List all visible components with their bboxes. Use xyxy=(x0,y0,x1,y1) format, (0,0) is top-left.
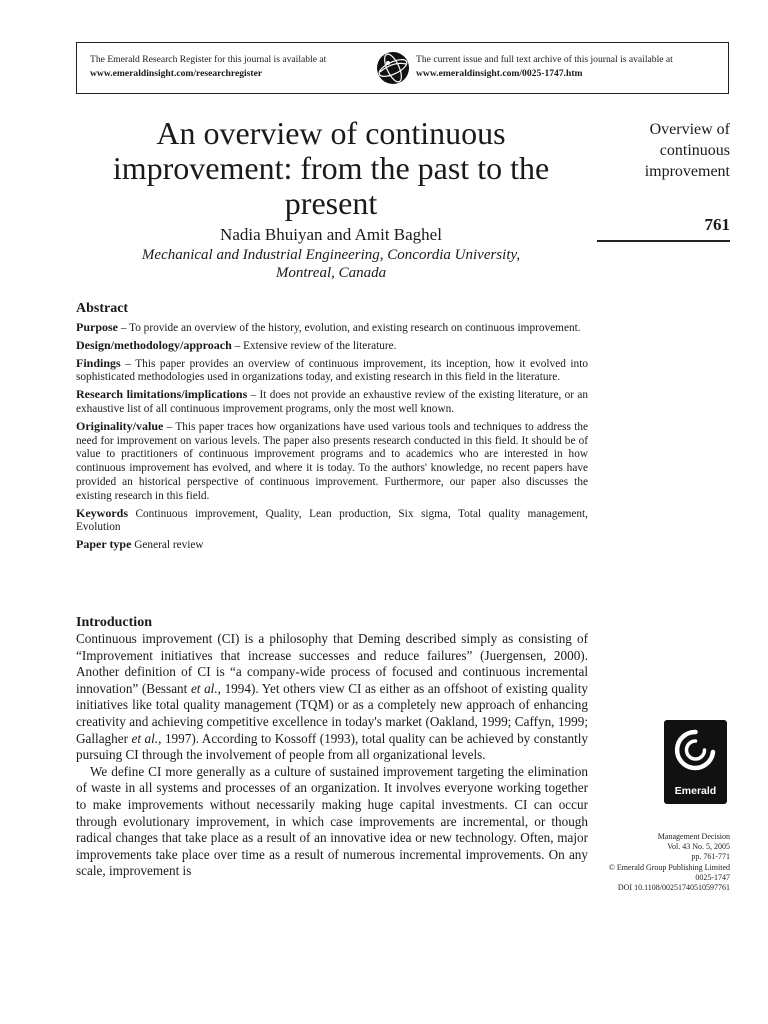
design-text: – Extensive review of the literature. xyxy=(231,339,397,352)
abstract-purpose xyxy=(76,321,588,336)
globe-icon xyxy=(376,51,410,85)
introduction-paragraph-2: We define CI more generally as a culture of sustained improvement targeting the elimination of waste in all systems and processes of an organization. It involves everyone working together to make improvements without necessarily making huge capital investments. CI can occur through evolutionary improvement, in which case improvements are incremental, or though radical changes that take place as a result of an innovative idea or new technology. Often, major improvements take place over time as a result of numerous incremental improvements. On any scale, improvement is xyxy=(76,763,588,879)
abstract-originality xyxy=(76,420,588,504)
abstract-keywords xyxy=(76,507,588,536)
article-authors: Nadia Bhuiyan and Amit Baghel xyxy=(220,225,442,244)
findings-text: – This paper provides an overview of continuous improvement, its inception, how it evolved into sophisticated methodologies used in organizations today, and existing research in this field in the literature. xyxy=(76,357,588,384)
abstract-design xyxy=(76,339,588,354)
intro-p1-part-a: Continuous improvement (CI) is a philosophy that Deming described simply as consisting of “Improvement initiatives that increase successes and reduce failures” (Juergensen, 2000). Another definition of CI is “a company-wide process of focused and continuous incremental innovation” (Bessant xyxy=(76,631,588,696)
citation-issn: 0025-1747 xyxy=(695,872,730,882)
page-number-rule xyxy=(597,240,730,242)
paper-type-label: Paper type xyxy=(76,537,132,552)
keywords-text: Continuous improvement, Quality, Lean production, Six sigma, Total quality management, Evolution xyxy=(76,507,588,534)
article-title: An overview of continuous improvement: from the past to the present xyxy=(112,115,550,221)
research-register-text: The Emerald Research Register for this journal is available at xyxy=(90,54,327,65)
running-title xyxy=(600,119,730,182)
page-number: 761 xyxy=(704,215,730,234)
full-text-archive-notice xyxy=(416,53,673,81)
intro-p1-etal-1: et al. xyxy=(190,680,218,696)
abstract-heading: Abstract xyxy=(76,301,129,316)
limitations-text: – It does not provide an exhaustive review of the existing literature, or an exhaustive list of all continuous improvement programs, only the most well known. xyxy=(76,389,588,415)
abstract-section xyxy=(76,301,588,556)
paper-type-text: General review xyxy=(131,539,204,552)
introduction-heading: Introduction xyxy=(76,615,152,630)
full-text-archive-text: The current issue and full text archive of this journal is available at xyxy=(416,54,673,65)
findings-label: Findings xyxy=(76,355,121,370)
intro-p1-etal-2: et al. xyxy=(131,730,159,746)
running-title-line-2: continuous xyxy=(659,142,730,159)
journal-header-box xyxy=(76,42,729,94)
introduction-section xyxy=(76,614,588,880)
publisher-logo xyxy=(664,720,727,804)
affiliation-line-2: Montreal, Canada xyxy=(275,265,387,281)
abstract-findings xyxy=(76,357,588,386)
affiliation-line-1: Mechanical and Industrial Engineering, Concordia University, xyxy=(141,247,521,263)
introduction-paragraph-1 xyxy=(76,631,588,764)
research-register-url[interactable]: www.emeraldinsight.com/researchregister xyxy=(90,68,263,79)
author-affiliation xyxy=(70,246,592,282)
citation-pages: pp. 761-771 xyxy=(691,852,730,862)
research-register-notice xyxy=(90,53,326,81)
running-title-line-1: Overview of xyxy=(649,121,730,138)
citation-volume: Vol. 43 No. 5, 2005 xyxy=(667,842,730,852)
full-text-archive-url[interactable]: www.emeraldinsight.com/0025-1747.htm xyxy=(416,68,583,79)
intro-p1-part-b: , 1994). Yet others view CI as either as an offshoot of existing quality initiatives like total quality management (TQM) or as a completely new approach of enhancing creativity and achieving competitive excellence in today's market (Oakland, 1999; Caffyn, 1999; Gallagher xyxy=(76,680,588,746)
design-label: Design/methodology/approach xyxy=(76,337,232,352)
originality-text: – This paper traces how organizations have used various tools and techniques to address the need for improvement on various levels. The paper also presents research conducted in this field. It should be of value to practitioners of continuous improvement programs and to academics who are interested in how continuous improvement has evolved, and where it is today. To the authors' knowledge, no recent papers have provided an historical perspective of continuous improvement. Furthermore, our paper also discusses the existing research in this field. xyxy=(76,420,588,502)
purpose-label: Purpose xyxy=(76,320,118,334)
running-title-line-3: improvement xyxy=(644,163,730,180)
publisher-logo-wordmark: Emerald xyxy=(674,785,717,797)
originality-label: Originality/value xyxy=(76,418,164,433)
citation-copyright: © Emerald Group Publishing Limited xyxy=(608,862,730,872)
citation-block xyxy=(580,832,730,893)
limitations-label: Research limitations/implications xyxy=(76,387,248,402)
emerald-spiral-icon xyxy=(674,728,717,778)
purpose-text: – To provide an overview of the history, evolution, and existing research on continuous improvement. xyxy=(118,322,581,334)
abstract-paper-type xyxy=(76,538,588,553)
citation-doi: DOI 10.1108/00251740510597761 xyxy=(617,883,730,893)
citation-journal: Management Decision xyxy=(657,832,730,841)
abstract-limitations xyxy=(76,388,588,417)
keywords-label: Keywords xyxy=(76,505,128,520)
intro-p1-part-c: , 1997). According to Kossoff (1993), total quality can be achieved by constantly pursuing CI through the involvement of people from all organizational levels. xyxy=(76,730,588,763)
